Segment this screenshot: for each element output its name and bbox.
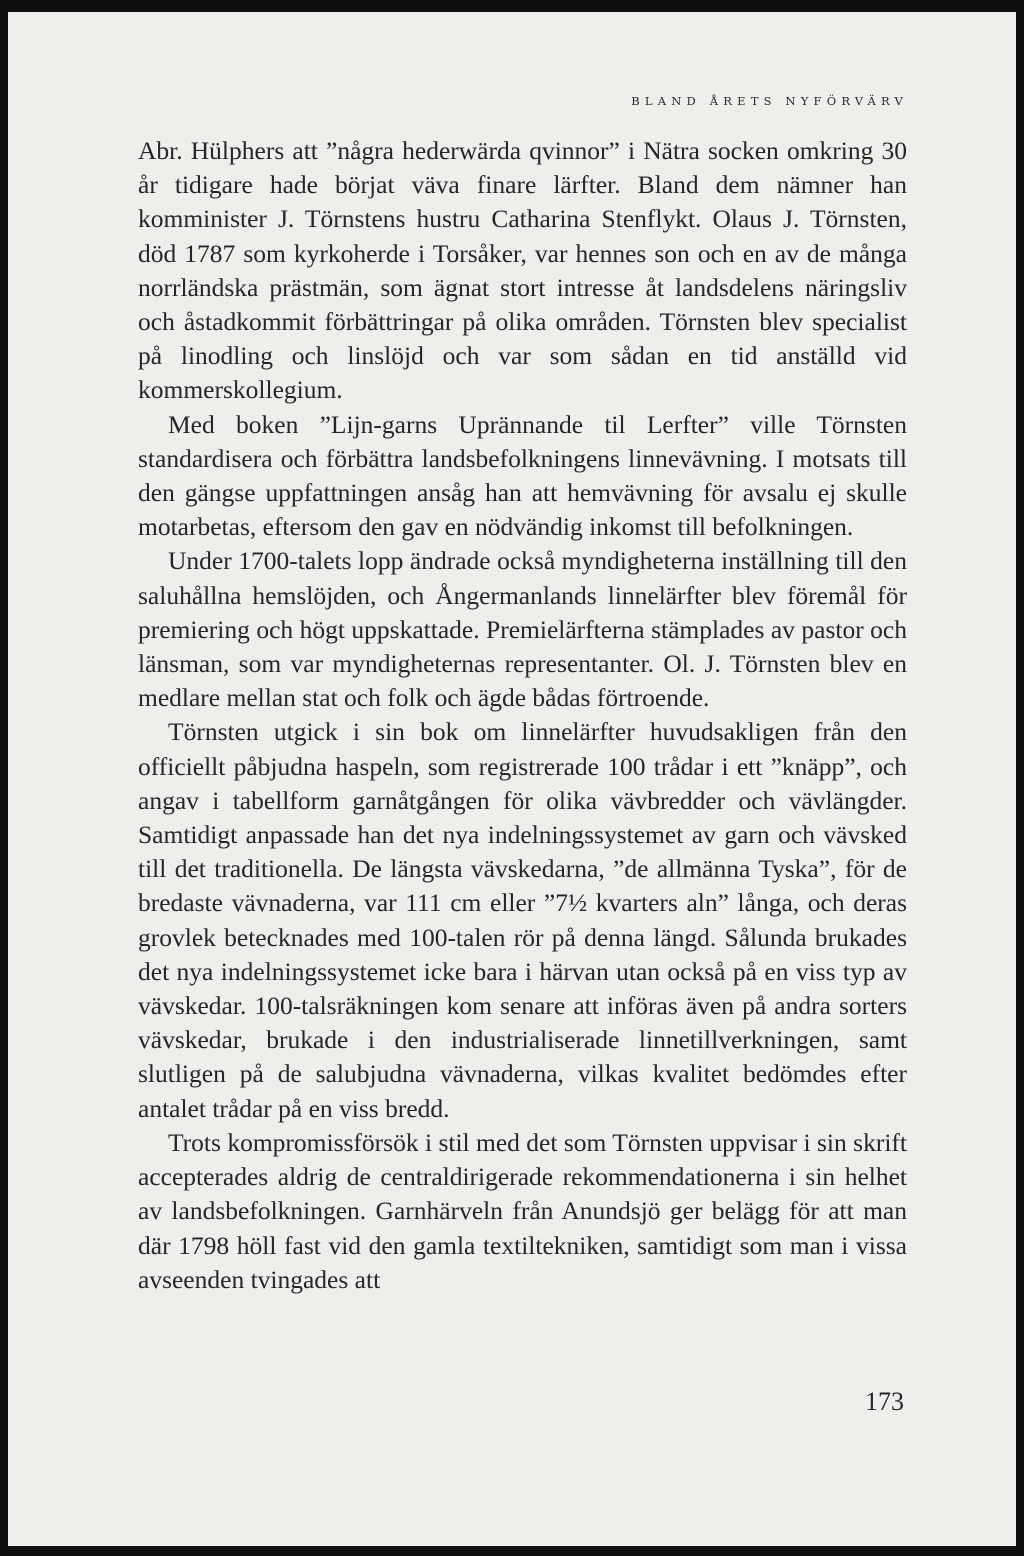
page-number: 173 — [865, 1387, 904, 1416]
body-text — [138, 134, 907, 1297]
paragraph-1: Abr. Hülphers att ”några hederwärda qvinnor” i Nätra socken omkring 30 år tidigare hade börjat väva finare lärfter. Bland dem nämner han komminister J. Törnstens hustru Catharina Stenflykt. Olaus J. Törnsten, död 1787 som kyrkoherde i Torsåker, var hennes son och en av de många norrländska prästmän, som ägnat stort intresse åt landsdelens näringsliv och åstadkommit förbättringar på olika områden. Törnsten blev specialist på linodling och linslöjd och var som sådan en tid anställd vid kommerskollegium. — [138, 136, 907, 405]
paragraph-2: Med boken ”Lijn-garns Uprännande til Lerfter” ville Törnsten standardisera och förbättra landsbefolkningens linnevävning. I motsats till den gängse uppfattningen ansåg han att hemvävning för avsalu ej skulle motarbetas, eftersom den gav en nödvändig inkomst till befolkningen. — [138, 409, 907, 542]
paragraph-5: Trots kompromissförsök i stil med det som Törnsten uppvisar i sin skrift accepterades aldrig de centraldirigerade rekommendationerna i sin helhet av landsbefolkningen. Garnhärveln från Anundsjö ger belägg för att man där 1798 höll fast vid den gamla textiltekniken, samtidigt som man i vissa avseenden tvingades att — [138, 1127, 907, 1294]
book-page — [8, 12, 1016, 1546]
paragraph-3: Under 1700-talets lopp ändrade också myndigheterna inställning till den saluhållna hemslöjden, och Ångermanlands linnelärfter blev föremål för premiering och högt uppskattade. Premielärfterna stämplades av pastor och länsman, som var myndigheternas representanter. Ol. J. Törnsten blev en medlare mellan stat och folk och ägde bådas förtroende. — [138, 546, 907, 713]
running-head: BLAND ÅRETS NYFÖRVÄRV — [631, 94, 908, 108]
paragraph-4: Törnsten utgick i sin bok om linnelärfter huvudsakligen från den officiellt påbjudna haspeln, som registrerade 100 trådar i ett ”knäpp”, och angav i tabellform garnåtgången för olika vävbredder och vävlängder. Samtidigt anpassade han det nya indelningssystemet av garn och vävsked till det traditionella. De längsta vävskedarna, ”de allmänna Tyska”, för de bredaste vävnaderna, var 111 cm eller ”7½ kvarters aln” långa, och deras grovlek betecknades med 100-talen rör på denna längd. Sålunda brukades det nya indelningssystemet icke bara i härvan utan också på en viss typ av vävskedar. 100-talsräkningen kom senare att införas även på andra sorters vävskedar, brukade i den industrialiserade linnetillverkningen, samt slutligen på de salubjudna vävnaderna, vilkas kvalitet bedömdes efter antalet trådar på en viss bredd. — [138, 717, 907, 1123]
